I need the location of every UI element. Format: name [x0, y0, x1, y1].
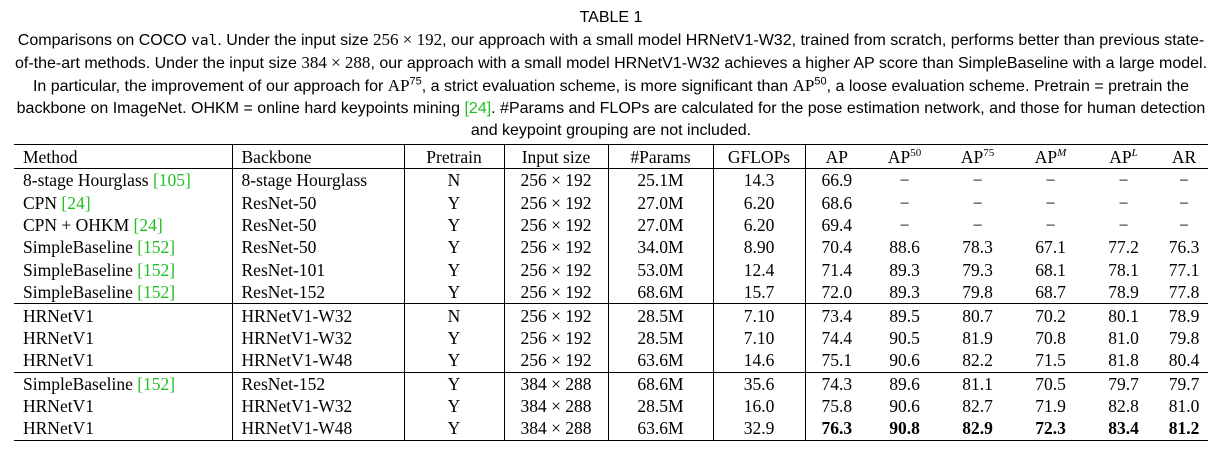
- method-name: HRNetV1: [23, 418, 94, 439]
- cell-ap: 71.4: [821, 259, 853, 280]
- cell-method: [14, 372, 232, 395]
- cell-ar: −: [1179, 192, 1189, 213]
- table-row: [14, 395, 1208, 417]
- citation-link[interactable]: [105]: [152, 170, 191, 191]
- cell-ap75: 78.3: [962, 237, 993, 258]
- header-backbone: Backbone: [232, 145, 404, 169]
- cell-ap: 74.3: [805, 372, 868, 395]
- cell-gflops: 8.90: [713, 236, 805, 258]
- cell-ap: 73.4: [805, 304, 868, 327]
- method-name: HRNetV1: [23, 305, 94, 326]
- header-input-size: Input size: [504, 145, 608, 169]
- cell-gflops: 32.9: [713, 417, 805, 440]
- cell-ap75: 81.1: [941, 372, 1014, 395]
- header-params: #Params: [608, 145, 713, 169]
- table-row: [14, 236, 1208, 258]
- citation-link[interactable]: [152]: [137, 282, 176, 303]
- header-ap: AP: [825, 146, 848, 167]
- cell-params: 27.0M: [608, 191, 713, 213]
- cell-apl: 77.2: [1108, 237, 1139, 258]
- cell-ap: 68.6: [821, 192, 853, 213]
- cell-ar: 76.3: [1168, 237, 1200, 258]
- cell-ar: 80.4: [1168, 350, 1200, 371]
- cell-ap: 75.1: [821, 350, 853, 371]
- citation-link[interactable]: [152]: [137, 237, 176, 258]
- table-caption: [14, 7, 1208, 142]
- cell-input: 256 × 192: [504, 214, 608, 236]
- caption-segment: , a strict evaluation scheme, is more significant than: [421, 78, 793, 95]
- cell-ap: 66.9: [805, 169, 868, 192]
- table-label: TABLE 1: [579, 9, 643, 26]
- cell-method: [14, 169, 232, 192]
- table-header-row: [14, 145, 1208, 169]
- cell-input: 384 × 288: [504, 395, 608, 417]
- cell-ap: 72.0: [821, 282, 853, 303]
- table-row: [14, 349, 1208, 372]
- cell-params: 28.5M: [608, 304, 713, 327]
- caption-segment: 75: [409, 75, 422, 88]
- cell-pretrain: Y: [404, 349, 504, 372]
- table-row: [14, 281, 1208, 304]
- cell-apm: 68.1: [1035, 259, 1066, 280]
- cell-gflops: 15.7: [713, 281, 805, 304]
- method-name: HRNetV1: [23, 396, 94, 417]
- cell-gflops: 6.20: [713, 191, 805, 213]
- method-name: HRNetV1: [23, 350, 94, 371]
- table-row: [14, 417, 1208, 440]
- cell-apl: 78.1: [1108, 259, 1139, 280]
- cell-gflops: 7.10: [713, 327, 805, 349]
- citation-link[interactable]: [152]: [137, 259, 176, 280]
- cell-ap75: −: [972, 192, 983, 213]
- cell-backbone: HRNetV1-W32: [232, 327, 404, 349]
- cell-gflops: 7.10: [713, 304, 805, 327]
- cell-pretrain: Y: [404, 259, 504, 281]
- cell-ar: 79.8: [1168, 327, 1200, 348]
- caption-segment: AP: [387, 76, 410, 95]
- cell-gflops: 14.6: [713, 349, 805, 372]
- method-name: SimpleBaseline: [23, 282, 133, 303]
- cell-apm: −: [1045, 214, 1056, 235]
- cell-ap50: −: [899, 192, 910, 213]
- cell-pretrain: N: [404, 169, 504, 192]
- cell-pretrain: Y: [404, 236, 504, 258]
- header-gflops: GFLOPs: [713, 145, 805, 169]
- caption-segment: , our approach with a small model HRNetV1-W32 achieves a higher AP score than SimpleBaseline with a large model. In particular, the improvement of our approach for: [32, 55, 1208, 95]
- cell-apm: 68.7: [1035, 282, 1066, 303]
- cell-ar: −: [1160, 169, 1208, 192]
- cell-ap: 74.4: [821, 327, 853, 348]
- cell-backbone: 8-stage Hourglass: [232, 169, 404, 192]
- method-name: 8-stage Hourglass: [23, 170, 149, 191]
- cell-ap: 76.3: [805, 417, 868, 440]
- cell-method: [14, 349, 232, 372]
- cell-input: 256 × 192: [504, 304, 608, 327]
- cell-ap75: 80.7: [941, 304, 1014, 327]
- method-name: SimpleBaseline: [23, 259, 133, 280]
- cell-ap50: 90.6: [889, 350, 920, 371]
- cell-params: 68.6M: [608, 281, 713, 304]
- cell-params: 63.6M: [608, 417, 713, 440]
- cell-pretrain: Y: [404, 417, 504, 440]
- table-row: [14, 169, 1208, 192]
- cell-input: 256 × 192: [504, 236, 608, 258]
- cell-method: [14, 214, 232, 236]
- cell-apl: 79.7: [1087, 372, 1160, 395]
- cell-gflops: 6.20: [713, 214, 805, 236]
- header-apm: $AP^M$: [1034, 146, 1067, 167]
- cell-ap50: 90.5: [889, 327, 920, 348]
- cell-apm: 71.5: [1035, 350, 1066, 371]
- cell-ap: 75.8: [821, 396, 853, 417]
- cell-pretrain: N: [404, 304, 504, 327]
- cell-backbone: HRNetV1-W48: [232, 349, 404, 372]
- cell-ar: −: [1179, 214, 1189, 235]
- citation-link[interactable]: [152]: [137, 373, 176, 394]
- cell-apm: −: [1045, 192, 1056, 213]
- cell-backbone: ResNet-50: [232, 236, 404, 258]
- method-name: SimpleBaseline: [23, 373, 133, 394]
- caption-segment: 256 × 192: [373, 30, 443, 49]
- cell-ap75: 82.7: [962, 396, 993, 417]
- caption-segment: 384 × 288: [301, 53, 371, 72]
- table-group-384: [14, 372, 1208, 440]
- cell-ap: 69.4: [821, 214, 853, 235]
- cell-ap50: 90.8: [868, 417, 941, 440]
- caption-segment: val: [191, 33, 218, 49]
- cell-gflops: 35.6: [713, 372, 805, 395]
- cell-ap50: 88.6: [889, 237, 920, 258]
- cell-apl: 80.1: [1087, 304, 1160, 327]
- cell-pretrain: Y: [404, 327, 504, 349]
- cell-gflops: 12.4: [713, 259, 805, 281]
- cell-ar: 81.0: [1168, 396, 1200, 417]
- cell-backbone: ResNet-152: [232, 281, 404, 304]
- cell-backbone: HRNetV1-W32: [232, 395, 404, 417]
- caption-segment: , our approach with a small model HRNetV1-W32, trained from scratch, performs better than previous state-of-the-art methods. Under the input size: [14, 32, 1205, 72]
- cell-apm: −: [1014, 169, 1087, 192]
- cell-input: 256 × 192: [504, 169, 608, 192]
- cell-ap: 70.4: [821, 237, 853, 258]
- cell-params: 63.6M: [608, 349, 713, 372]
- cell-ap50: −: [899, 214, 910, 235]
- cell-apl: −: [1087, 169, 1160, 192]
- cell-backbone: ResNet-50: [232, 214, 404, 236]
- cell-ar: 81.2: [1160, 417, 1208, 440]
- cell-input: 384 × 288: [504, 372, 608, 395]
- table-row: [14, 259, 1208, 281]
- cell-backbone: ResNet-101: [232, 259, 404, 281]
- cell-backbone: HRNetV1-W48: [232, 417, 404, 440]
- cell-ap75: 79.8: [962, 282, 993, 303]
- cell-ap50: 90.6: [889, 396, 920, 417]
- cell-ap75: 82.2: [962, 350, 993, 371]
- cell-apm: 72.3: [1014, 417, 1087, 440]
- caption-segment: Comparisons on COCO: [17, 32, 192, 49]
- cell-method: [14, 395, 232, 417]
- cell-input: 256 × 192: [504, 259, 608, 281]
- cell-ap75: −: [972, 214, 983, 235]
- cell-apm: 70.5: [1014, 372, 1087, 395]
- cell-ar: 79.7: [1160, 372, 1208, 395]
- cell-input: 256 × 192: [504, 281, 608, 304]
- cell-method: [14, 304, 232, 327]
- cell-pretrain: Y: [404, 395, 504, 417]
- cell-apm: 70.2: [1014, 304, 1087, 327]
- cell-method: [14, 417, 232, 440]
- cell-backbone: ResNet-152: [232, 372, 404, 395]
- citation-link[interactable]: [24]: [464, 100, 492, 117]
- cell-pretrain: Y: [404, 372, 504, 395]
- caption-segment: 50: [814, 75, 827, 88]
- table-group-hrnet-256: [14, 304, 1208, 372]
- cell-backbone: ResNet-50: [232, 191, 404, 213]
- cell-ap50: −: [868, 169, 941, 192]
- header-ap50: AP$^{50}$: [887, 146, 922, 167]
- cell-apl: 81.8: [1108, 350, 1139, 371]
- method-name: CPN: [23, 192, 58, 213]
- cell-params: 53.0M: [608, 259, 713, 281]
- cell-gflops: 16.0: [713, 395, 805, 417]
- cell-apm: 71.9: [1035, 396, 1066, 417]
- cell-input: 256 × 192: [504, 191, 608, 213]
- cell-params: 28.5M: [608, 395, 713, 417]
- caption-segment: , a loose evaluation scheme. Pretrain = pretrain the backbone on ImageNet. OHKM = online hard keypoints mining: [16, 78, 1190, 117]
- citation-link[interactable]: [24]: [133, 214, 163, 235]
- header-pretrain: Pretrain: [404, 145, 504, 169]
- cell-ap75: 82.9: [941, 417, 1014, 440]
- header-ar: AR: [1171, 146, 1197, 167]
- cell-method: [14, 281, 232, 304]
- method-name: SimpleBaseline: [23, 237, 133, 258]
- cell-ar: 77.8: [1168, 282, 1200, 303]
- cell-apm: 67.1: [1035, 237, 1066, 258]
- cell-apl: 82.8: [1108, 396, 1139, 417]
- header-apl: $AP^L$: [1109, 146, 1138, 167]
- cell-apl: 78.9: [1108, 282, 1139, 303]
- header-ap75: AP$^{75}$: [960, 146, 995, 167]
- table-group-baselines: [14, 169, 1208, 304]
- cell-apm: 70.8: [1035, 327, 1066, 348]
- cell-ap75: −: [941, 169, 1014, 192]
- method-name: HRNetV1: [23, 327, 94, 348]
- table-row: [14, 191, 1208, 213]
- cell-params: 28.5M: [608, 327, 713, 349]
- table-row: [14, 327, 1208, 349]
- cell-ap50: 89.3: [889, 282, 920, 303]
- table-row: [14, 304, 1208, 327]
- cell-method: [14, 327, 232, 349]
- caption-segment: AP: [792, 76, 815, 95]
- cell-pretrain: Y: [404, 214, 504, 236]
- cell-gflops: 14.3: [713, 169, 805, 192]
- cell-apl: 83.4: [1087, 417, 1160, 440]
- method-name: CPN + OHKM: [23, 214, 130, 235]
- cell-pretrain: Y: [404, 191, 504, 213]
- caption-segment: . #Params and FLOPs are calculated for the pose estimation network, and those for human detection and keypoint grouping are not included.: [470, 100, 1206, 139]
- cell-apl: −: [1118, 192, 1129, 213]
- cell-ap50: 89.6: [868, 372, 941, 395]
- cell-apl: 81.0: [1108, 327, 1139, 348]
- cell-ar: 78.9: [1160, 304, 1208, 327]
- cell-ap75: 81.9: [962, 327, 993, 348]
- cell-pretrain: Y: [404, 281, 504, 304]
- cell-method: [14, 191, 232, 213]
- caption-segment: . Under the input size: [217, 32, 374, 49]
- header-method: Method: [14, 145, 232, 169]
- cell-params: 68.6M: [608, 372, 713, 395]
- cell-ar: 77.1: [1168, 259, 1200, 280]
- cell-input: 384 × 288: [504, 417, 608, 440]
- table-row: [14, 214, 1208, 236]
- cell-ap75: 79.3: [962, 259, 993, 280]
- cell-input: 256 × 192: [504, 349, 608, 372]
- results-table: [14, 144, 1208, 441]
- cell-method: [14, 259, 232, 281]
- cell-backbone: HRNetV1-W32: [232, 304, 404, 327]
- cell-method: [14, 236, 232, 258]
- table-row: [14, 372, 1208, 395]
- cell-input: 256 × 192: [504, 327, 608, 349]
- cell-ap50: 89.5: [868, 304, 941, 327]
- cell-params: 27.0M: [608, 214, 713, 236]
- cell-ap50: 89.3: [889, 259, 920, 280]
- cell-params: 34.0M: [608, 236, 713, 258]
- cell-params: 25.1M: [608, 169, 713, 192]
- cell-apl: −: [1118, 214, 1129, 235]
- caption-text: [14, 29, 1208, 142]
- citation-link[interactable]: [24]: [61, 192, 91, 213]
